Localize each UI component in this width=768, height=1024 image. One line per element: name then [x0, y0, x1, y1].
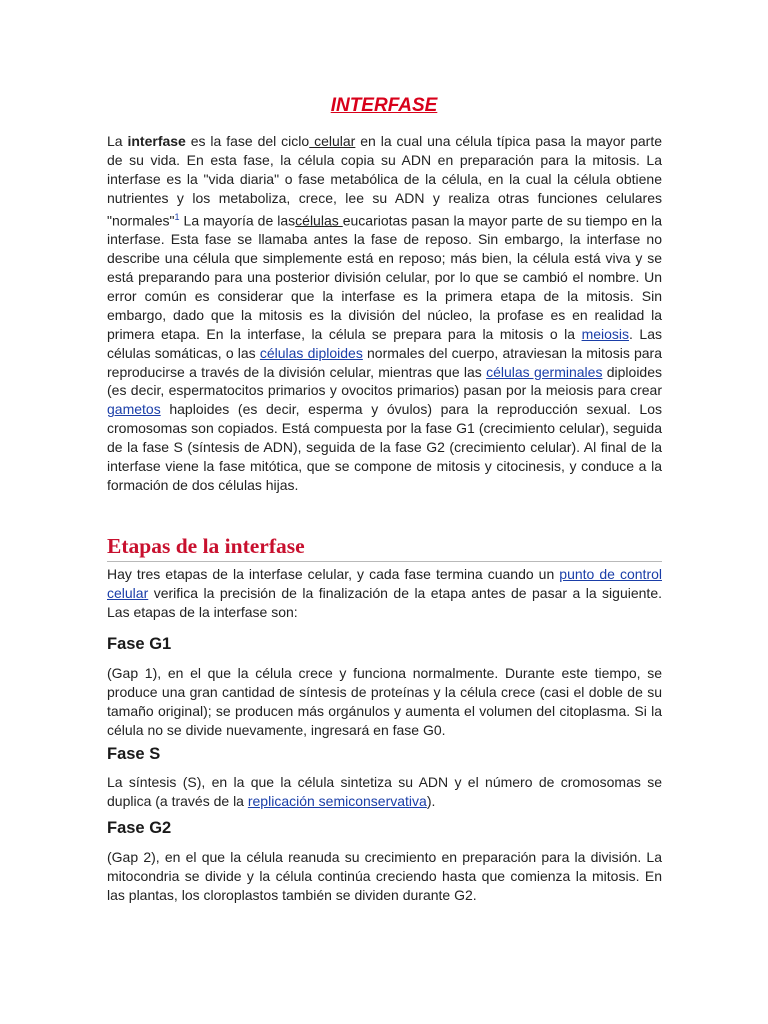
fase-s-text: ). [426, 792, 436, 809]
link-replicacion-semiconservativa[interactable]: replicación semiconservativa [247, 792, 427, 809]
etapas-text: verifica la precisión de la finalización de la etapa antes de pasar a la siguiente. Las etapas de la interfase son: [107, 584, 662, 620]
footnote-1-link[interactable]: 1 [174, 211, 180, 222]
etapas-text: Hay tres etapas de la interfase celular, y cada fase termina cuando un [107, 566, 560, 582]
intro-text: normales del cuerpo, atraviesan la mitosis para reproducirse a través de la división celular, mientras que las [107, 344, 663, 380]
link-gametos[interactable]: gametos [107, 401, 161, 418]
subheading-fase-g1: Fase G1 [107, 635, 172, 653]
intro-text: diploides (es decir, espermatocitos primarios y ovocitos primarios) pasan por la meiosis para crear [107, 363, 663, 399]
link-punto-de-control-celular[interactable]: punto de control celular [107, 566, 662, 601]
intro-paragraph [107, 132, 662, 495]
celulas-underlined: células [295, 212, 343, 229]
link-celulas-diploides[interactable]: células diploides [259, 344, 363, 361]
fase-s-paragraph [107, 773, 662, 811]
etapas-paragraph [107, 565, 662, 622]
subheading-fase-s: Fase S [107, 745, 161, 763]
intro-text: es la fase del ciclo [185, 133, 310, 149]
intro-text: La [107, 133, 128, 149]
intro-text: . Las células somáticas, o las [107, 325, 662, 361]
celular-underlined: celular [309, 133, 356, 149]
intro-text: haploides (es decir, esperma y óvulos) para la reproducción sexual. Los cromosomas son copiados. Está compuesta por la fase G1 (crecimiento celular), seguida de la fase S (síntesis de ADN), seguida de la fase G2 (crecimiento celular). Al final de la interfase viene la fase mitótica, que se compone de mitosis y citocinesis, y conduce a la formación de dos células hijas. [107, 401, 662, 493]
section-heading-etapas: Etapas de la interfase [107, 533, 662, 562]
intro-text: en la cual una célula típica pasa la mayor parte de su vida. En esta fase, la célula copia su ADN en preparación para la mitosis. La interfase es la "vida diaria" o fase metabólica de la célula, en la cual la célula obtiene nutrientes y los metaboliza, crece, lee su ADN y realiza otras funciones celulares "normales" [107, 133, 662, 229]
interfase-term: interfase [127, 133, 186, 149]
page-title: INTERFASE [330, 95, 438, 116]
intro-text: La mayoría de las [179, 212, 296, 229]
fase-s-text: La síntesis (S), en la que la célula sintetiza su ADN y el número de cromosomas se duplica (a través de la [107, 774, 662, 809]
link-meiosis[interactable]: meiosis [581, 325, 630, 342]
intro-text: eucariotas pasan la mayor parte de su tiempo en la interfase. Esta fase se llamaba antes la fase de reposo. Sin embargo, la interfase no describe una célula que simplemente está en reposo; más bien, la célula está viva y se está preparando para una posterior división celular, por lo que se cambió el nombre. Un error común es considerar que la interfase es la primera etapa de la mitosis. Sin embargo, dado que la mitosis es la división del núcleo, la profase es en realidad la primera etapa. En la interfase, la célula se prepara para la mitosis o la [107, 212, 663, 342]
fase-g2-paragraph: (Gap 2), en el que la célula reanuda su crecimiento en preparación para la división. La mitocondria se divide y la célula continúa creciendo hasta que comienza la mitosis. En las plantas, los cloroplastos también se dividen durante G2. [107, 849, 662, 903]
fase-g1-paragraph: (Gap 1), en el que la célula crece y funciona normalmente. Durante este tiempo, se produce una gran cantidad de síntesis de proteínas y la célula crece (casi el doble de su tamaño original); se producen más orgánulos y aumenta el volumen del citoplasma. Si la célula no se divide nuevamente, ingresará en fase G0. [107, 665, 662, 738]
link-celulas-germinales[interactable]: células germinales [486, 363, 603, 380]
subheading-fase-g2: Fase G2 [107, 819, 172, 837]
